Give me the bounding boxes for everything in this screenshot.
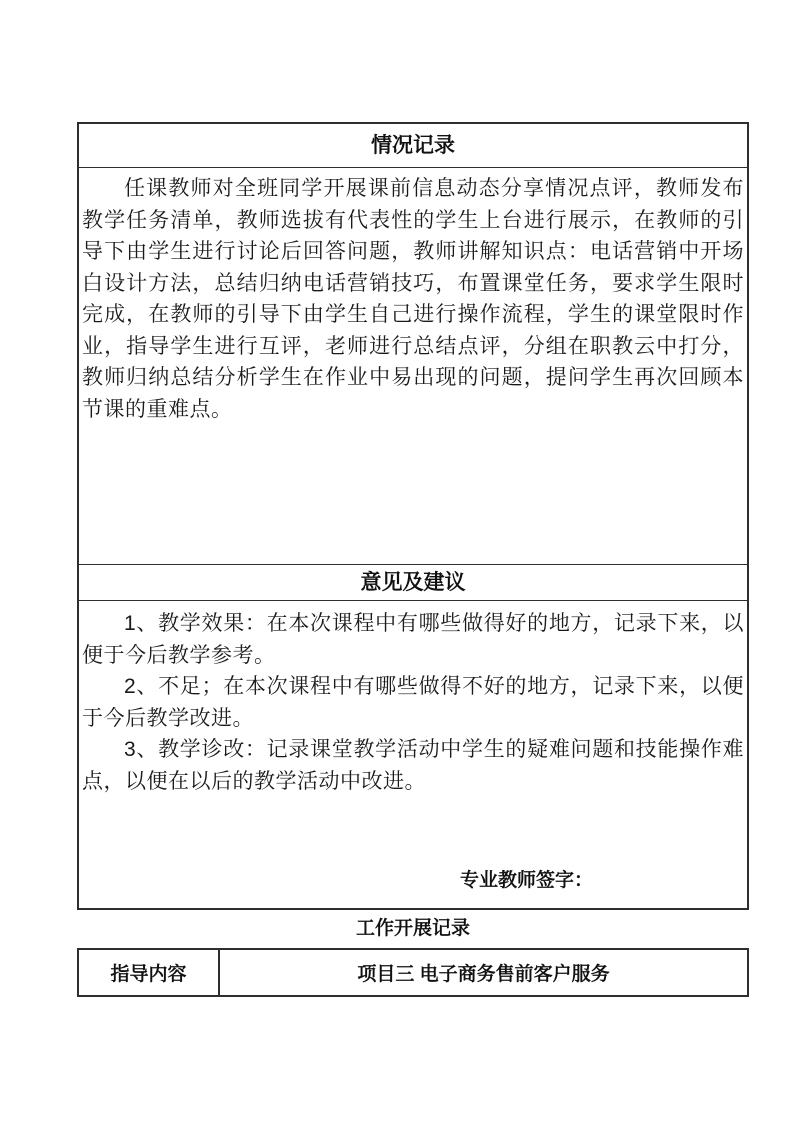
situation-record-title: 情况记录 xyxy=(371,134,455,157)
guidance-table xyxy=(77,948,749,997)
situation-record-cell xyxy=(79,168,747,565)
suggestion-item-1: 1、教学效果：在本次课程中有哪些做得好的地方，记录下来，以便于今后教学参考。 xyxy=(82,612,744,667)
document-page xyxy=(77,122,749,997)
suggestion-title: 意见及建议 xyxy=(360,571,466,594)
record-table xyxy=(77,122,749,910)
suggestion-item-2: 2、不足；在本次课程中有哪些做得不好的地方，记录下来，以便于今后教学改进。 xyxy=(82,675,744,730)
teacher-signature-label: 专业教师签字： xyxy=(460,870,594,891)
guidance-label-cell: 指导内容 xyxy=(79,950,220,995)
work-record-title: 工作开展记录 xyxy=(355,918,470,939)
suggestion-item-3: 3、教学诊改：记录课堂教学活动中学生的疑难问题和技能操作难点，以便在以后的教学活动中改进。 xyxy=(82,738,744,793)
guidance-value-cell: 项目三 电子商务售前客户服务 xyxy=(357,964,610,985)
record-table-header-row xyxy=(79,124,747,168)
suggestion-header-row xyxy=(79,565,747,601)
situation-record-paragraph: 任课教师对全班同学开展课前信息动态分享情况点评，教师发布教学任务清单，教师选拔有代表性的学生上台进行展示，在教师的引导下由学生进行讨论后回答问题，教师讲解知识点：电话营销中开场白设计方法，总结归纳电话营销技巧，布置课堂任务，要求学生限时完成，在教师的引导下由学生自己进行操作流程，学生的课堂限时作业，指导学生进行互评，老师进行总结点评，分组在职教云中打分，教师归纳总结分析学生在作业中易出现的问题，提问学生再次回顾本节课的重难点。 xyxy=(82,177,744,421)
suggestion-cell xyxy=(79,601,747,908)
